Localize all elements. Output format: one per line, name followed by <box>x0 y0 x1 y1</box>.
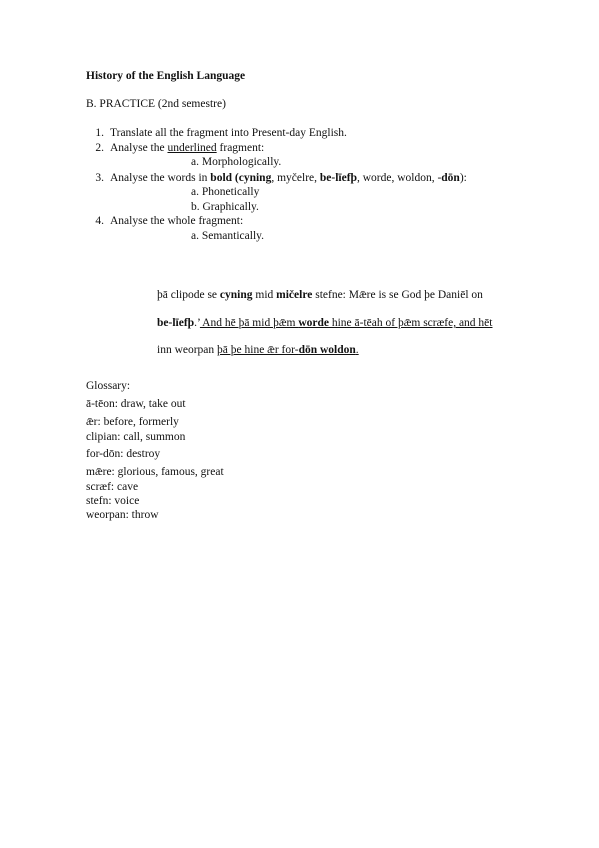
task-text-part: , worde, woldon, - <box>356 172 442 184</box>
task-number: 1. <box>95 127 104 139</box>
glossary-item: for-dōn: destroy <box>86 448 161 460</box>
task-text-part: ): <box>459 172 467 184</box>
task-number: 4. <box>95 215 104 227</box>
task-text-part: Analyse the <box>110 142 168 154</box>
fragment-text: stefne: Mǣre is se God þe Daniēl on <box>312 289 483 301</box>
task-text: Translate all the fragment into Present-day English. <box>110 127 347 139</box>
fragment-line-2 <box>157 317 492 329</box>
glossary-item: clipian: call, summon <box>86 431 186 443</box>
glossary-item: stefn: voice <box>86 495 140 507</box>
underlined-text: And hē þā mid þǣm <box>199 317 299 329</box>
bold-word: mičelre <box>276 289 313 301</box>
bold-text: bold (cyning <box>210 172 272 184</box>
underlined-word: underlined <box>167 142 217 154</box>
fragment-text: .’ <box>194 317 200 329</box>
fragment-text: þā clipode se <box>157 289 220 301</box>
glossary-heading: Glossary: <box>86 380 131 392</box>
bold-word: cyning <box>219 289 253 301</box>
underlined-text: þā þe hine ǣr for- <box>217 344 299 356</box>
task-number: 2. <box>95 142 104 154</box>
subitem-phonetically: a. Phonetically <box>191 186 260 198</box>
task-text: Analyse the whole fragment: <box>110 215 244 227</box>
fragment-text: inn weorpan <box>157 344 218 356</box>
document-title: History of the English Language <box>86 70 246 82</box>
bold-underlined-word: worde <box>298 317 329 329</box>
glossary-item: ǣr: before, formerly <box>86 416 179 428</box>
task-text-part: fragment: <box>216 142 265 154</box>
task-text-part: , myčelre, <box>271 172 320 184</box>
subitem-graphically: b. Graphically. <box>191 201 259 213</box>
bold-text: be-līefþ <box>319 172 357 184</box>
fragment-text: mid <box>252 289 277 301</box>
glossary-item: scræf: cave <box>86 481 139 493</box>
glossary-item: weorpan: throw <box>86 509 159 521</box>
bold-text: dōn <box>441 172 460 184</box>
task-text-part: Analyse the words in <box>110 172 211 184</box>
underlined-text: hine ā-tēah of þǣm scræfe, and hēt <box>328 317 493 329</box>
fragment-line-3 <box>157 344 359 356</box>
bold-word: be-līefþ <box>157 317 195 329</box>
task-number: 3. <box>95 172 104 184</box>
section-heading: B. PRACTICE (2nd semestre) <box>86 98 226 110</box>
underlined-text: . <box>355 344 359 356</box>
task-text <box>110 172 467 184</box>
fragment-line-1 <box>157 289 483 301</box>
bold-underlined-word: dōn woldon <box>298 344 356 356</box>
task-text <box>110 142 264 154</box>
subitem-semantically: a. Semantically. <box>191 230 265 242</box>
glossary-item: mǣre: glorious, famous, great <box>86 466 224 478</box>
subitem-morphologically: a. Morphologically. <box>191 156 282 168</box>
glossary-item: ā-tēon: draw, take out <box>86 398 186 410</box>
